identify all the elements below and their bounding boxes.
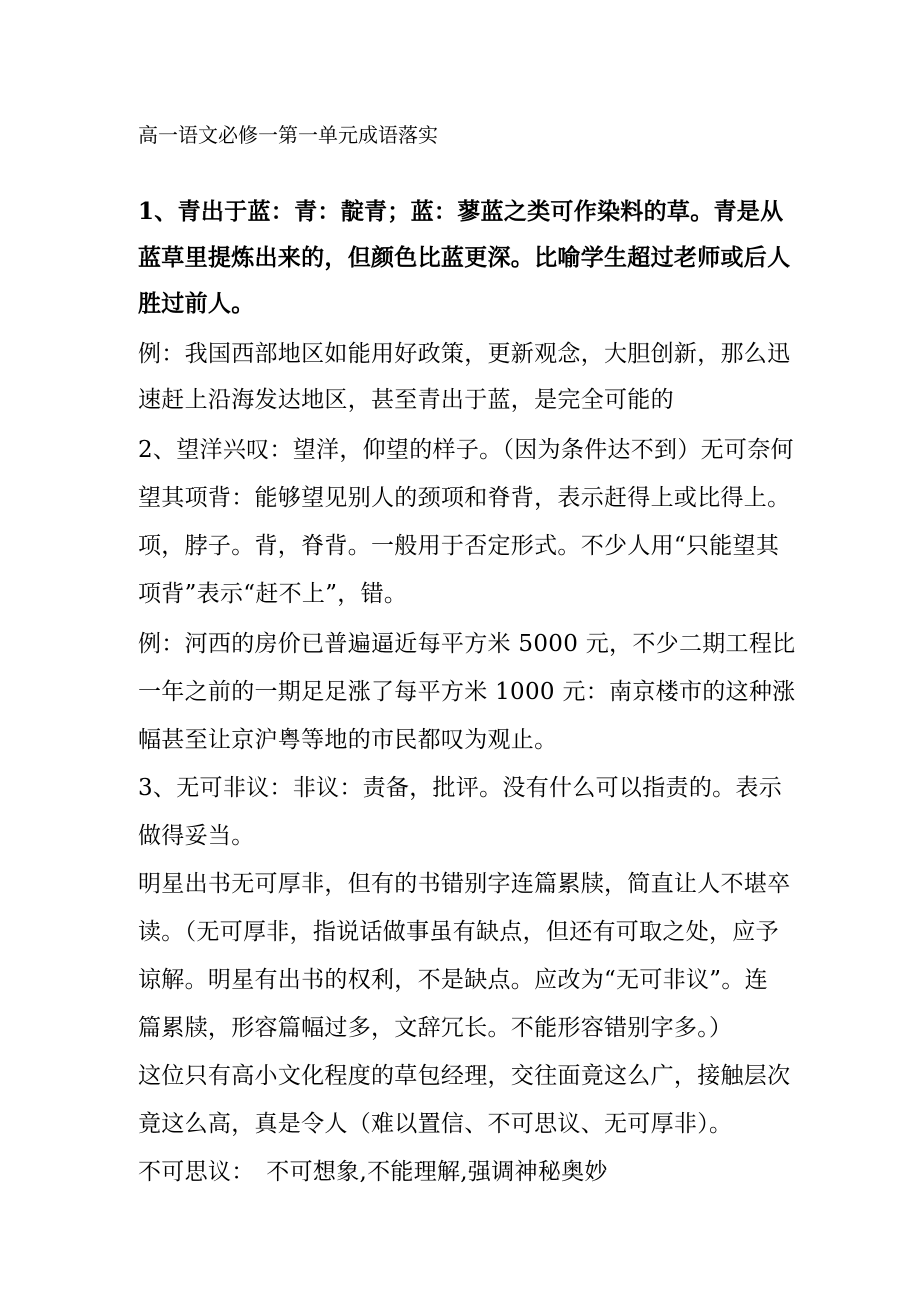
text-line-8: 项，脖子。背，脊背。一般用于否定形式。不少人用“只能望其 <box>138 533 780 559</box>
text-line-13: 3、无可非议：非议：责备，批评。没有什么可以指责的。表示 <box>138 775 783 801</box>
text-line-2: 蓝草里提炼出来的，但颜色比蓝更深。比喻学生超过老师或后人 <box>138 244 791 271</box>
text-line-6: 2、望洋兴叹：望洋，仰望的样子。（因为条件达不到）无可奈何 <box>138 437 794 463</box>
text-line-16: 读。（无可厚非，指说话做事虽有缺点，但还有可取之处，应予 <box>138 919 779 945</box>
text-line-1: 1、青出于蓝：青：靛青；蓝：蓼蓝之类可作染料的草。青是从 <box>138 198 784 225</box>
text-line-14: 做得妥当。 <box>138 823 255 849</box>
text-line-20: 竟这么高，真是令人（难以置信、不可思议、无可厚非）。 <box>138 1111 733 1137</box>
text-line-12: 幅甚至让京沪粤等地的市民都叹为观止。 <box>138 727 558 753</box>
text-line-19: 这位只有高小文化程度的草包经理，交往面竟这么广，接触层次 <box>138 1063 791 1089</box>
text-line-7: 望其项背：能够望见别人的颈项和脊背，表示赶得上或比得上。 <box>138 485 791 511</box>
text-line-9: 项背”表示“赶不上”，错。 <box>138 581 408 607</box>
text-line-17: 谅解。明星有出书的权利，不是缺点。应改为“无可非议”。连 <box>138 967 768 993</box>
text-line-21: 不可思议： 不可想象,不能理解,强调神秘奥妙 <box>138 1159 608 1185</box>
document-title: 高一语文必修一第一单元成语落实 <box>138 123 438 147</box>
text-line-3: 胜过前人。 <box>138 290 255 317</box>
text-line-10: 例：河西的房价已普遍逼近每平方米 5000 元，不少二期工程比 <box>138 631 796 657</box>
text-line-4: 例：我国西部地区如能用好政策，更新观念，大胆创新，那么迅 <box>138 341 791 367</box>
text-line-18: 篇累牍，形容篇幅过多，文辞冗长。不能形容错别字多。） <box>138 1015 733 1041</box>
text-line-11: 一年之前的一期足足涨了每平方米 1000 元：南京楼市的这种涨 <box>138 679 796 705</box>
text-line-5: 速赶上沿海发达地区，甚至青出于蓝，是完全可能的 <box>138 387 674 413</box>
text-line-15: 明星出书无可厚非，但有的书错别字连篇累牍，简直让人不堪卒 <box>138 871 791 897</box>
